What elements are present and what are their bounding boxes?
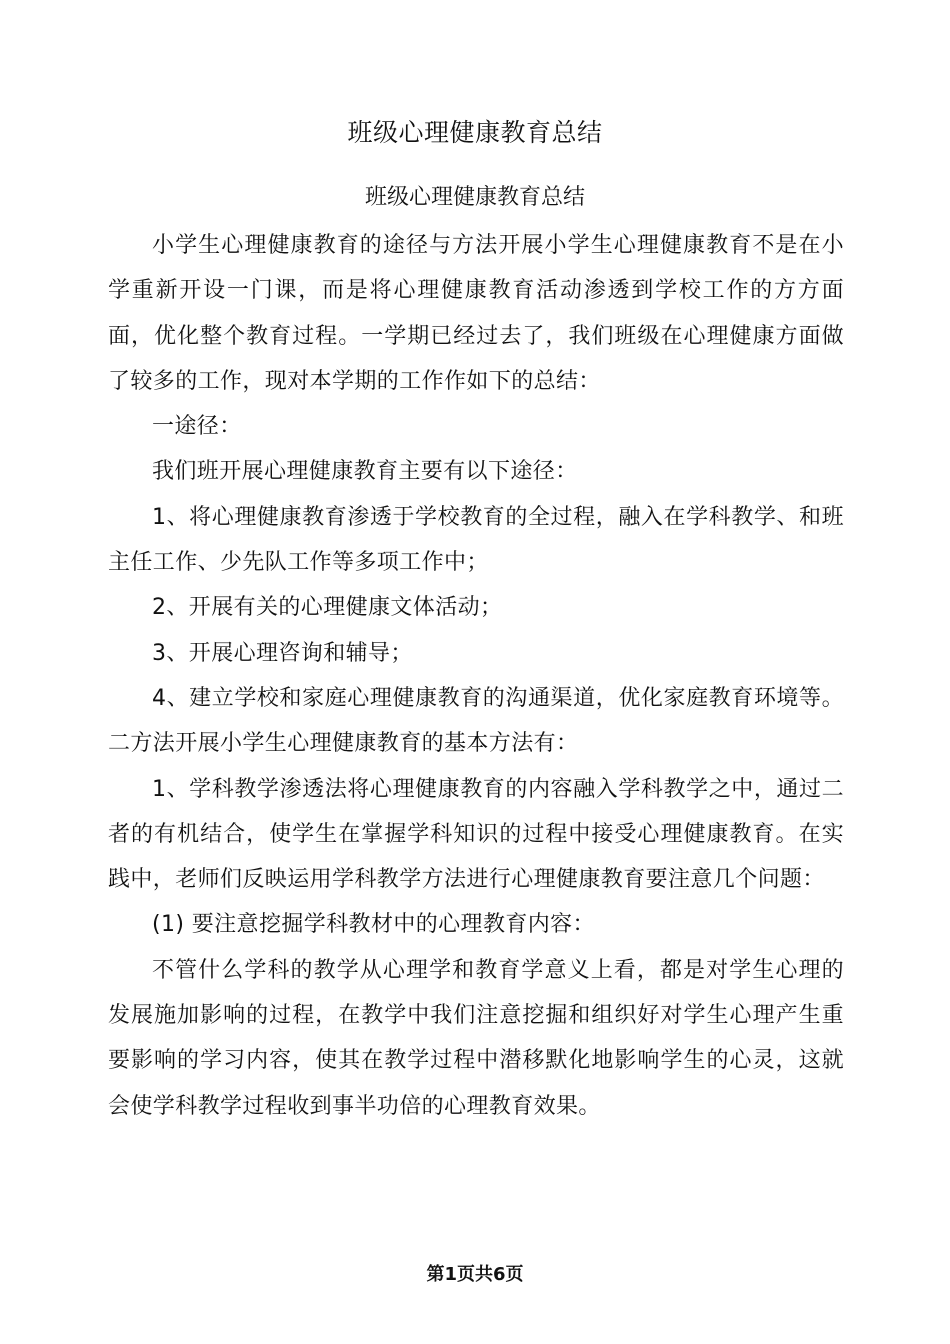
paragraph-approaches-lead: 我们班开展心理健康教育主要有以下途径： xyxy=(152,459,578,485)
paragraph-approach-2: 2、开展有关的心理健康文体活动； xyxy=(152,595,503,621)
paragraph-approach-1: 1、将心理健康教育渗透于学校教育的全过程，融入在学科教学、和班主任工作、少先队工作等多项工作中； xyxy=(108,504,844,576)
paragraph-method-1-detail: 不管什么学科的教学从心理学和教育学意义上看，都是对学生心理的发展施加影响的过程，在教学中我们注意挖掘和组织好对学生心理产生重要影响的学习内容，使其在教学过程中潜移默化地影响学生的心灵，这就会使学科教学过程收到事半功倍的心理教育效果。 xyxy=(108,957,844,1119)
paragraph-approach-4: 4、建立学校和家庭心理健康教育的沟通渠道，优化家庭教育环境等。二方法开展小学生心理健康教育的基本方法有： xyxy=(108,685,844,757)
paragraph-intro: 小学生心理健康教育的途径与方法开展小学生心理健康教育不是在小学重新开设一门课，而是将心理健康教育活动渗透到学校工作的方方面面，优化整个教育过程。一学期已经过去了，我们班级在心理健康方面做了较多的工作，现对本学期的工作作如下的总结： xyxy=(108,233,844,394)
paragraph-method-1-point-1: (1) 要注意挖掘学科教材中的心理教育内容： xyxy=(152,912,595,938)
paragraph-method-1: 1、学科教学渗透法将心理健康教育的内容融入学科教学之中，通过二者的有机结合，使学生在掌握学科知识的过程中接受心理健康教育。在实践中，老师们反映运用学科教学方法进行心理健康教育要注意几个问题： xyxy=(108,776,844,893)
document-body xyxy=(108,223,844,1129)
paragraph-section-approaches: 一途径： xyxy=(152,414,242,440)
document-subtitle: 班级心理健康教育总结 xyxy=(364,185,585,210)
page-number-footer: 第1页共6页 xyxy=(426,1264,524,1285)
document-title: 班级心理健康教育总结 xyxy=(347,118,603,147)
paragraph-approach-3: 3、开展心理咨询和辅导； xyxy=(152,640,413,666)
